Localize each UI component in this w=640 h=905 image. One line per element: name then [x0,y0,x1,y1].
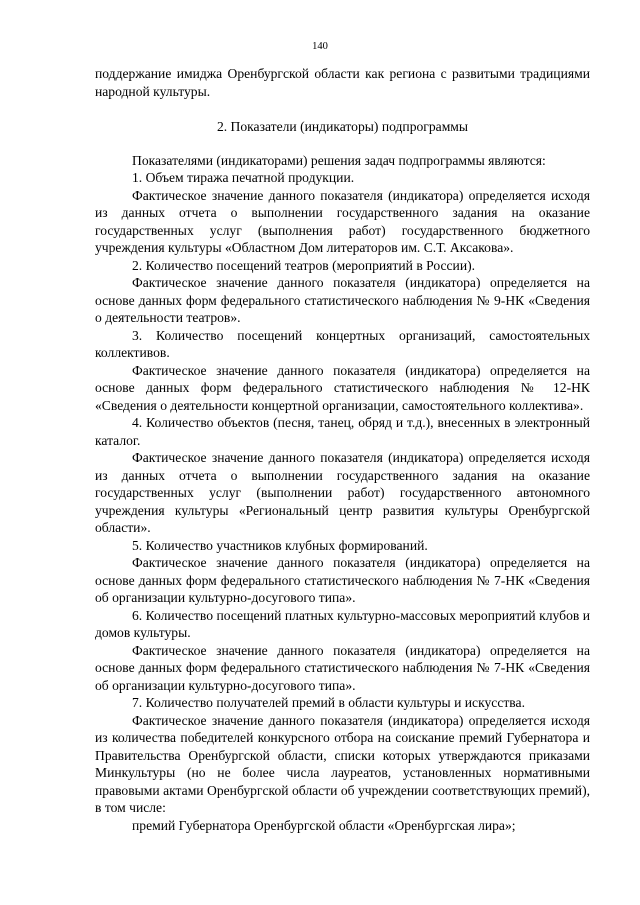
indicator-3-description: Фактическое значение данного показателя (индикатора) определяется на основе данных форм федерального статистического наблюдения № 12-НК «Сведения о деятельности концертной организации, самостоятельного коллектива». [95,362,590,413]
indicator-4-description: Фактическое значение данного показателя (индикатора) определяется исходя из данных отчета о выполнении государственного задания на оказание государственных услуг (выполнении работ) государственного автономного учреждения культуры «Региональный центр развития культуры Оренбургской области». [95,450,590,535]
document-body [95,65,590,834]
indicator-2-description: Фактическое значение данного показателя (индикатора) определяется на основе данных форм федерального статистического наблюдения № 9-НК «Сведения о деятельности театров». [95,275,590,325]
indicator-1-description: Фактическое значение данного показателя (индикатора) определяется исходя из данных отчета о выполнении государственного задания на оказание государственных услуг (выполнения работ) государственного бюджетного учреждения культуры «Областном Дом литераторов им. С.Т. Аксакова». [95,187,590,255]
indicator-4-title: 4. Количество объектов (песня, танец, обряд и т.д.), внесенных в электронный каталог. [95,415,590,448]
indicator-3-title: 3. Количество посещений концертных организаций, самостоятельных коллективов. [95,327,590,360]
indicator-2-title: 2. Количество посещений театров (мероприятий в России). [132,257,476,273]
indicator-5-description: Фактическое значение данного показателя (индикатора) определяется на основе данных форм федерального статистического наблюдения № 7-НК «Сведения об организации культурно-досугового типа». [95,555,590,605]
indicator-6-description: Фактическое значение данного показателя (индикатора) определяется на основе данных форм федерального статистического наблюдения № 7-НК «Сведения об организации культурно-досугового типа». [95,642,590,693]
indicator-7-list-item: премий Губернатора Оренбургской области «Оренбургская лира»; [132,817,516,833]
indicator-5-title: 5. Количество участников клубных формирований. [132,537,428,553]
indicator-1-title: 1. Объем тиража печатной продукции. [132,170,355,185]
page-number: 140 [312,41,328,52]
section-heading: 2. Показатели (индикаторы) подпрограммы [216,119,469,134]
indicator-7-description: Фактическое значение данного показателя (индикатора) определяется исходя из количества победителей конкурсного отбора на соискание премий Губернатора и Правительства Оренбургской области, списки которых утверждаются приказами Минкультуры (но не более числа лауреатов, установленных нормативными правовыми актами Оренбургской области об учреждении соответствующих премий), в том числе: [95,712,590,815]
paragraph-indicators-intro: Показателями (индикаторами) решения задач подпрограммы являются: [132,152,546,168]
indicator-6-title: 6. Количество посещений платных культурно-массовых мероприятий клубов и домов культуры. [95,607,590,640]
paragraph-intro-continuation: поддержание имиджа Оренбургской области как региона с развитыми традициями народной культуры. [95,66,590,99]
indicator-7-title: 7. Количество получателей премий в области культуры и искусства. [132,695,525,710]
